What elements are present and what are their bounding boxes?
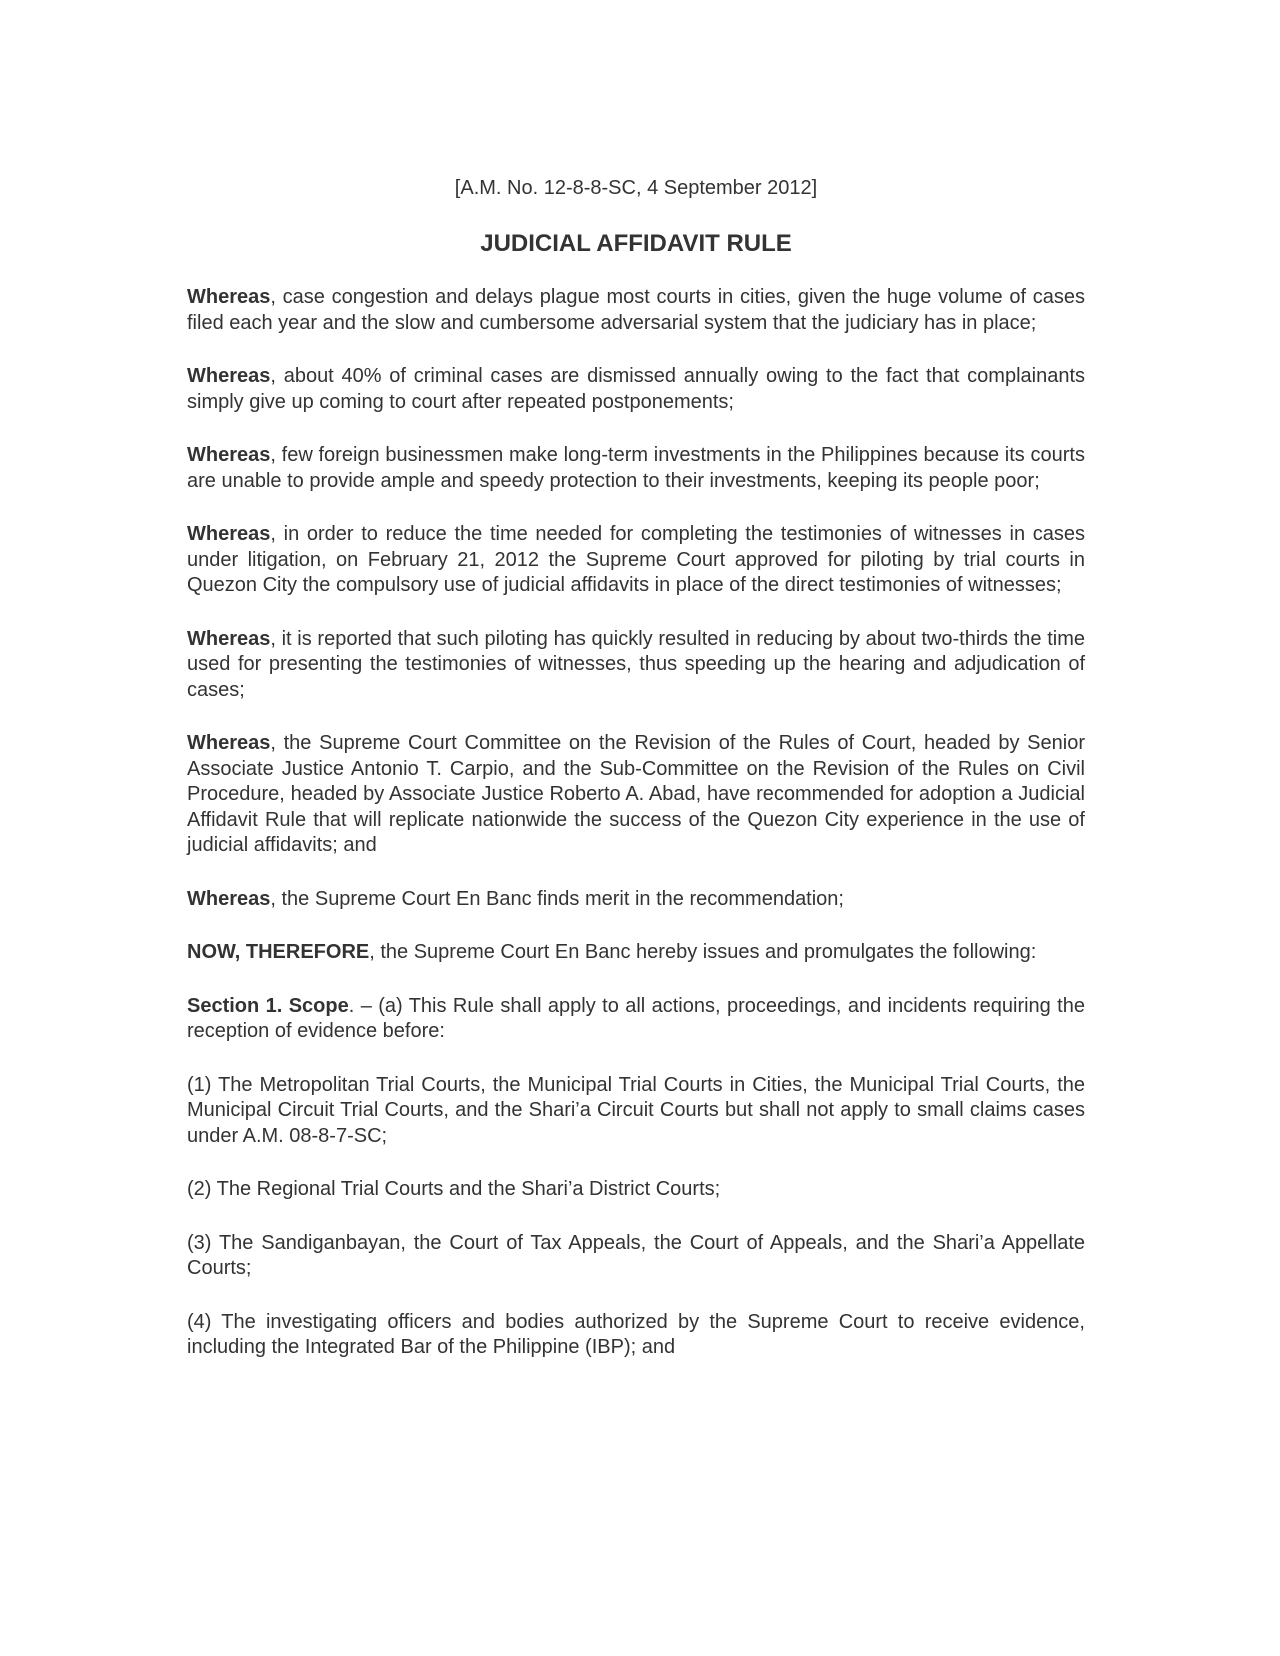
- paragraph-text: , the Supreme Court Committee on the Revision of the Rules of Court, headed by Senior Associate Justice Antonio T. Carpio, and the Sub-Committee on the Revision of the Rules on Civil Procedure, headed by Associate Justice Roberto A. Abad, have recommended for adoption a Judicial Affidavit Rule that will replicate nationwide the success of the Quezon City experience in the use of judicial affidavits; and: [187, 732, 1085, 856]
- paragraph-text: (2) The Regional Trial Courts and the Shari’a District Courts;: [187, 1178, 721, 1200]
- paragraph-text: , in order to reduce the time needed for completing the testimonies of witnesses in cases under litigation, on February 21, 2012 the Supreme Court approved for piloting by trial courts in Quezon City the compulsory use of judicial affidavits in place of the direct testimonies of witnesses;: [187, 523, 1085, 596]
- paragraph-text: , case congestion and delays plague most courts in cities, given the huge volume of cases filed each year and the slow and cumbersome adversarial system that the judiciary has in place;: [187, 286, 1085, 334]
- paragraph-whereas-7: [187, 887, 1085, 913]
- paragraph-text: , it is reported that such piloting has quickly resulted in reducing by about two-thirds the time used for presenting the testimonies of witnesses, thus speeding up the hearing and adjudication of cases;: [187, 627, 1085, 701]
- paragraph-item-2: [187, 1177, 1085, 1203]
- paragraph-whereas-6: [187, 731, 1085, 859]
- paragraph-item-4: [187, 1310, 1085, 1361]
- document-page: [187, 176, 1085, 1389]
- paragraph-whereas-4: [187, 522, 1085, 599]
- paragraph-lead: Whereas: [187, 444, 271, 466]
- paragraph-text: (1) The Metropolitan Trial Courts, the Municipal Trial Courts in Cities, the Municipal Trial Courts, the Municipal Circuit Trial Courts, and the Shari’a Circuit Courts but shall not apply to small claims cases under A.M. 08-8-7-SC;: [187, 1073, 1085, 1147]
- section-heading: Section 1. Scope: [187, 994, 349, 1017]
- paragraph-text: , the Supreme Court En Banc finds merit in the recommendation;: [270, 887, 844, 910]
- paragraph-lead: Whereas: [187, 523, 271, 545]
- paragraph-text: (4) The investigating officers and bodies authorized by the Supreme Court to receive evidence, including the Integrated Bar of the Philippine (IBP); and: [187, 1310, 1085, 1358]
- paragraph-whereas-2: [187, 364, 1085, 415]
- paragraph-lead: Whereas: [187, 365, 271, 387]
- case-citation: [A.M. No. 12-8-8-SC, 4 September 2012]: [454, 177, 818, 199]
- paragraph-whereas-5: [187, 627, 1085, 704]
- paragraph-lead: Whereas: [187, 286, 271, 308]
- paragraph-lead: NOW, THEREFORE: [187, 941, 370, 963]
- paragraph-now-therefore: [187, 940, 1085, 966]
- paragraph-whereas-1: [187, 285, 1085, 336]
- paragraph-whereas-3: [187, 443, 1085, 494]
- paragraph-text: . – (a) This Rule shall apply to all actions, proceedings, and incidents requiring the reception of evidence before:: [187, 994, 1085, 1042]
- paragraph-lead: Whereas: [187, 732, 271, 754]
- paragraph-item-3: [187, 1231, 1085, 1282]
- paragraph-section-1: [187, 994, 1085, 1045]
- document-title: JUDICIAL AFFIDAVIT RULE: [480, 230, 792, 257]
- paragraph-item-1: [187, 1073, 1085, 1150]
- paragraph-text: (3) The Sandiganbayan, the Court of Tax Appeals, the Court of Appeals, and the Shari’a Appellate Courts;: [187, 1231, 1085, 1279]
- paragraph-lead: Whereas: [187, 627, 271, 650]
- paragraph-lead: Whereas: [187, 887, 271, 910]
- paragraph-text: , few foreign businessmen make long-term investments in the Philippines because its courts are unable to provide ample and speedy protection to their investments, keeping its people poor;: [187, 444, 1085, 492]
- paragraph-text: , the Supreme Court En Banc hereby issues and promulgates the following:: [369, 941, 1037, 963]
- paragraph-text: , about 40% of criminal cases are dismissed annually owing to the fact that complainants simply give up coming to court after repeated postponements;: [187, 365, 1085, 413]
